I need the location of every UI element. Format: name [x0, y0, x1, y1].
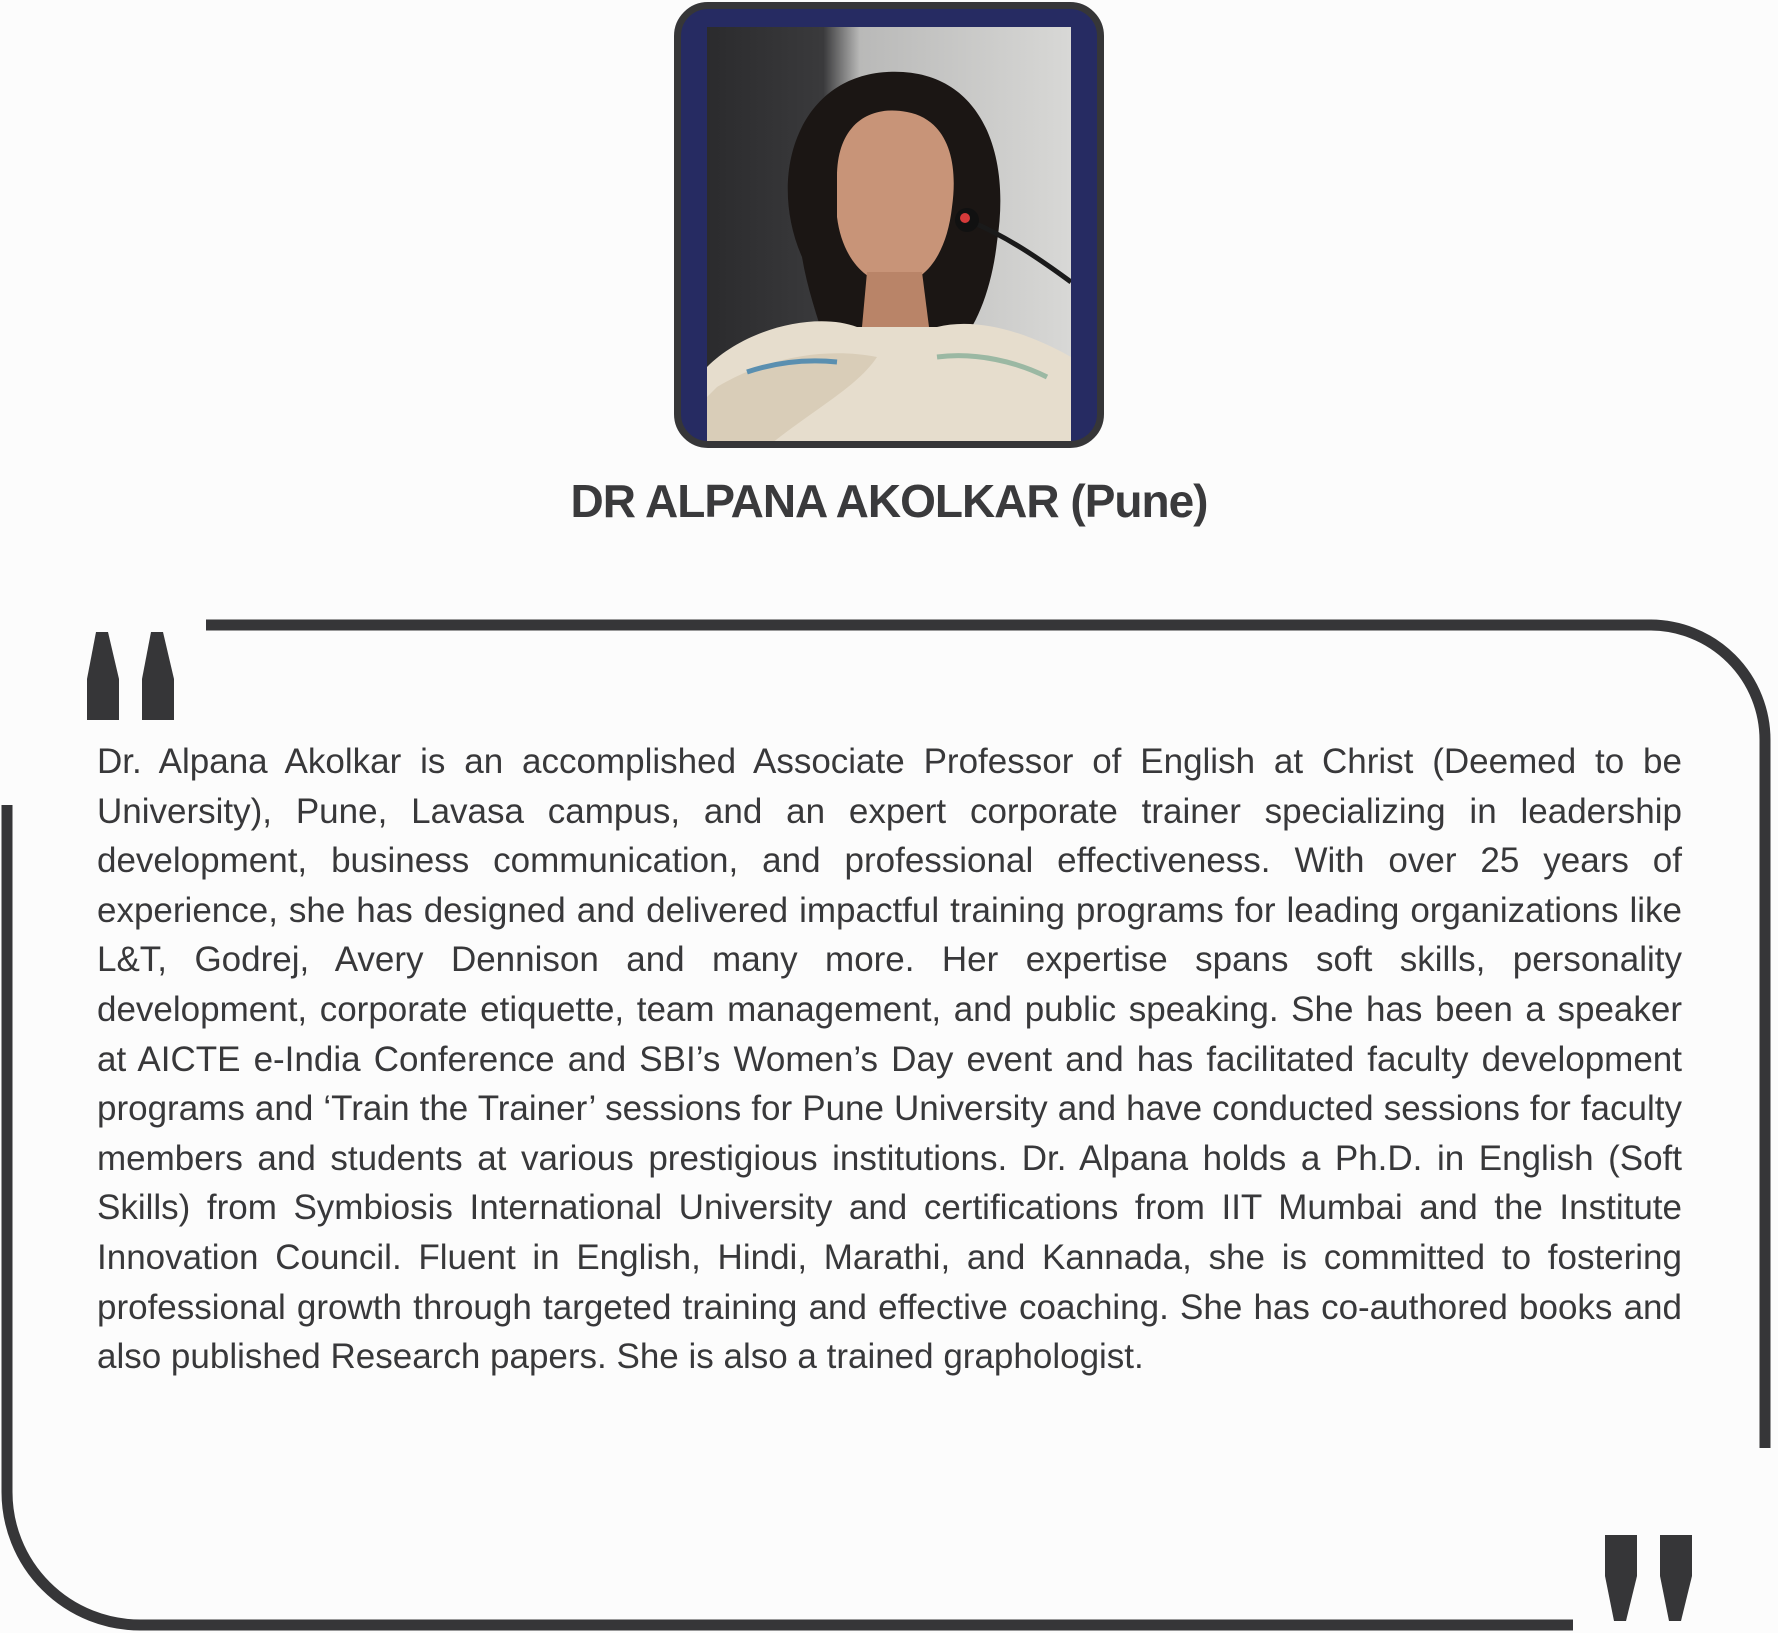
- close-quote-icon: [1605, 1535, 1692, 1621]
- portrait-photo-icon: [707, 27, 1071, 447]
- speaker-name: DR ALPANA AKOLKAR (Pune): [570, 475, 1208, 527]
- speaker-bio: Dr. Alpana Akolkar is an accomplished Associate Professor of English at Christ (Deemed to be University), Pune, Lavasa campus, and an expert corporate trainer specializing in leadership development, business communication, and professional effectiveness. With over 25 years of experience, she has designed and delivered impactful training programs for leading organizations like L&T, Godrej, Avery Dennison and many more. Her expertise spans soft skills, personality development, corporate etiquette, team management, and public speaking. She has been a speaker at AICTE e-India Conference and SBI’s Women’s Day event and has facilitated faculty development programs and ‘Train the Trainer’ sessions for Pune University and have conducted sessions for faculty members and students at various prestigious institutions. Dr. Alpana holds a Ph.D. in English (Soft Skills) from Symbiosis International University and certifications from IIT Mumbai and the Institute Innovation Council. Fluent in English, Hindi, Marathi, and Kannada, she is committed to fostering professional growth through targeted training and effective coaching. She has co-authored books and also published Research papers. She is also a trained graphologist.: [97, 742, 1682, 1377]
- open-quote-icon: [87, 632, 174, 720]
- profile-photo-frame: [674, 2, 1104, 448]
